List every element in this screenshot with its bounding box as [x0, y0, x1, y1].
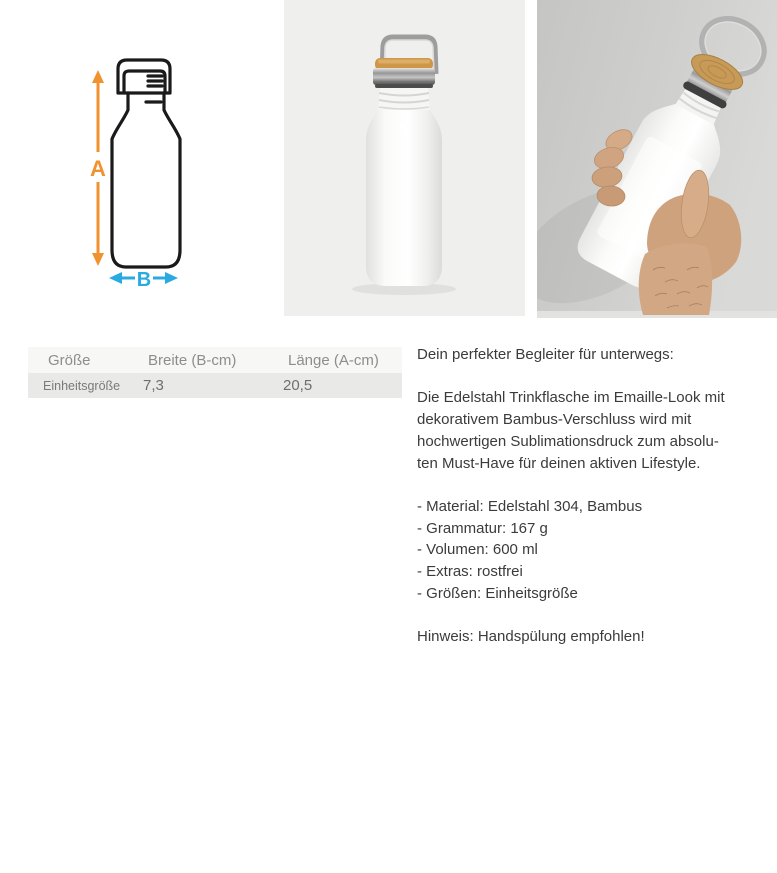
- bottle-dimensions-diagram: [60, 40, 220, 300]
- description-paragraph-line: dekorativem Bambus-Verschluss wird mit: [417, 411, 692, 429]
- arrow-right-icon: [165, 272, 178, 284]
- laenge-value: 20,5: [283, 377, 313, 394]
- width-dimension-arrow: [109, 269, 178, 291]
- description-spacer: [417, 474, 762, 496]
- description-paragraph-line: hochwertigen Sublimationsdruck zum absolu-: [417, 432, 719, 450]
- size-table-row: [28, 373, 402, 398]
- description-paragraph-line: Die Edelstahl Trinkflasche im Emaille-Look mit: [417, 389, 725, 407]
- specular-highlight: [399, 124, 405, 130]
- description-intro-line: Dein perfekter Begleiter für unterwegs:: [417, 346, 674, 363]
- hand-photo-svg: [537, 0, 777, 318]
- product-photo-front: [284, 0, 525, 316]
- spec-extras: - Extras: rostfrei: [417, 563, 523, 580]
- bottle-body: [366, 110, 442, 286]
- column-header-groesse: Größe: [48, 351, 91, 369]
- spec-volumen: - Volumen: 600 ml: [417, 541, 538, 559]
- studio-photo-svg: [284, 0, 525, 316]
- column-header-laenge: Länge (A-cm): [288, 351, 379, 369]
- metal-collar: [373, 68, 435, 85]
- size-table-header-row: [28, 347, 402, 373]
- description-spacer: [417, 604, 762, 626]
- arrow-left-icon: [109, 272, 122, 284]
- rubber-seal-ring: [375, 84, 433, 88]
- breite-value: 7,3: [143, 377, 164, 394]
- size-table: [28, 347, 402, 398]
- height-dimension-label: A: [90, 156, 106, 181]
- arrow-down-icon: [92, 253, 104, 266]
- care-hint-line: Hinweis: Handspülung empfohlen!: [417, 628, 645, 646]
- description-spacer: [417, 366, 762, 388]
- body-outline: [112, 93, 180, 267]
- height-dimension-arrow: [90, 70, 106, 266]
- bottle-outline: [112, 60, 180, 267]
- description-paragraph-line: ten Must-Have für deinen aktiven Lifestyle.: [417, 454, 701, 472]
- product-photo-in-hand: [537, 0, 777, 318]
- product-description: [417, 344, 762, 648]
- spec-groessen: - Größen: Einheitsgröße: [417, 584, 578, 602]
- spec-material: - Material: Edelstahl 304, Bambus: [417, 497, 643, 515]
- column-header-breite: Breite (B-cm): [148, 351, 237, 369]
- arrow-up-icon: [92, 70, 104, 83]
- bottle-diagram-svg: [60, 40, 220, 300]
- width-dimension-label: B: [136, 269, 152, 291]
- spec-grammatur: - Grammatur: 167 g: [417, 519, 548, 537]
- size-value: Einheitsgröße: [43, 378, 121, 393]
- bottle-neck: [378, 88, 430, 112]
